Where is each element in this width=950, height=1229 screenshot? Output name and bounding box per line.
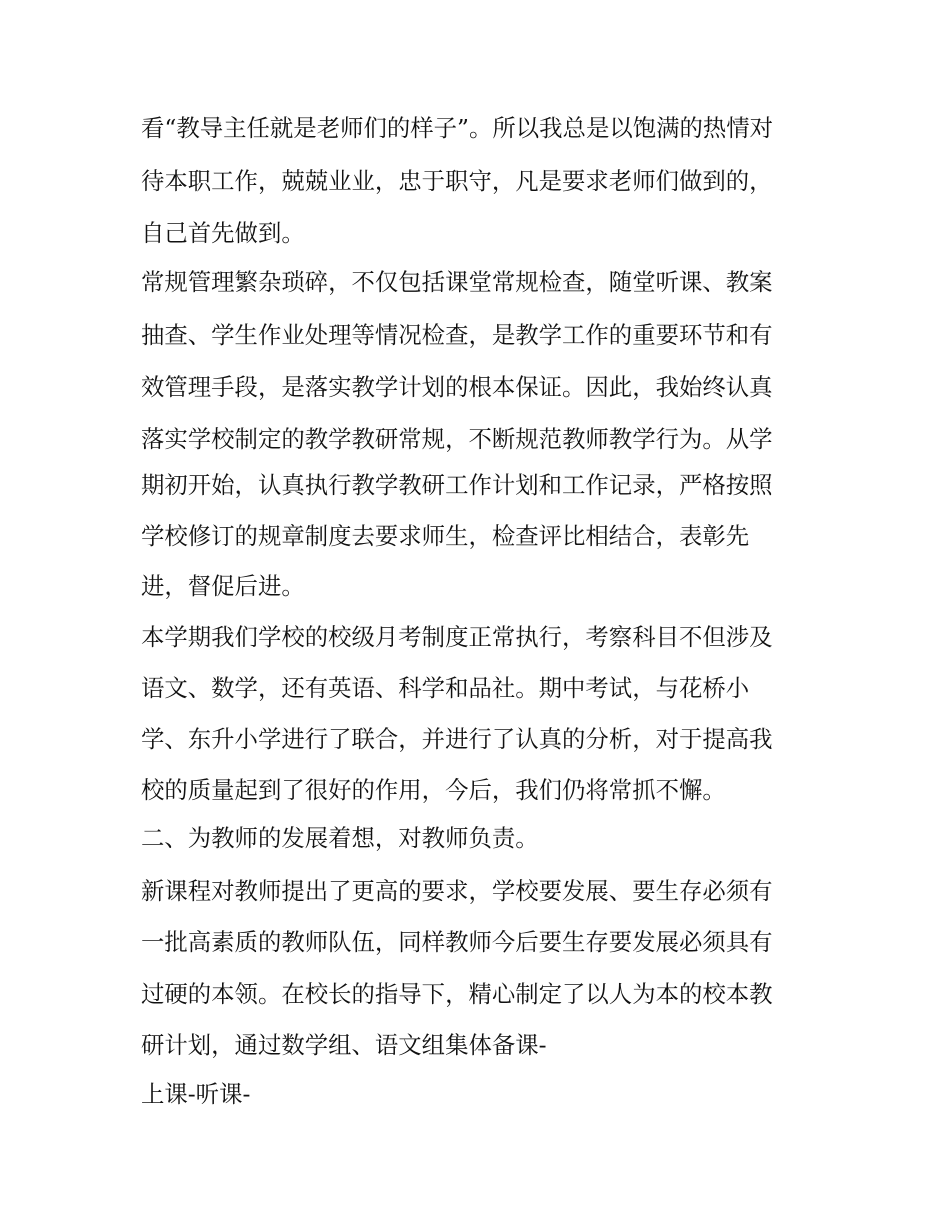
text-line: 过硬的本领。在校长的指导下，精心制定了以人为本的校本教 <box>141 980 773 1008</box>
text-line: 抽查、学生作业处理等情况检查，是教学工作的重要环节和有 <box>141 321 773 349</box>
text-line: 校的质量起到了很好的作用，今后，我们仍将常抓不懈。 <box>141 776 726 804</box>
text-line: 新课程对教师提出了更高的要求，学校要发展、要生存必须有 <box>141 877 773 905</box>
text-line: 一批高素质的教师队伍，同样教师今后要生存要发展必须具有 <box>141 928 773 956</box>
text-line: 待本职工作，兢兢业业，忠于职守，凡是要求老师们做到的， <box>141 167 773 195</box>
text-line: 上课-听课- <box>141 1080 251 1108</box>
text-line: 二、为教师的发展着想，对教师负责。 <box>141 824 539 852</box>
text-line: 学、东升小学进行了联合，并进行了认真的分析，对于提高我 <box>141 725 773 753</box>
text-line: 看“教导主任就是老师们的样子”。所以我总是以饱满的热情对 <box>141 114 774 142</box>
text-line: 自己首先做到。 <box>141 219 305 247</box>
text-line: 期初开始，认真执行教学教研工作计划和工作记录，严格按照 <box>141 471 773 499</box>
text-line: 本学期我们学校的校级月考制度正常执行，考察科目不但涉及 <box>141 623 773 651</box>
text-line: 落实学校制定的教学教研常规，不断规范教师教学行为。从学 <box>141 425 773 453</box>
text-line: 语文、数学，还有英语、科学和品社。期中考试，与花桥小 <box>141 674 750 702</box>
text-line: 常规管理繁杂琐碎，不仅包括课堂常规检查，随堂听课、教案 <box>141 268 773 296</box>
text-line: 进，督促后进。 <box>141 572 305 600</box>
text-line: 效管理手段，是落实教学计划的根本保证。因此，我始终认真 <box>141 373 773 401</box>
text-line: 学校修订的规章制度去要求师生，检查评比相结合，表彰先 <box>141 522 750 550</box>
text-line: 研计划，通过数学组、语文组集体备课- <box>141 1031 547 1059</box>
